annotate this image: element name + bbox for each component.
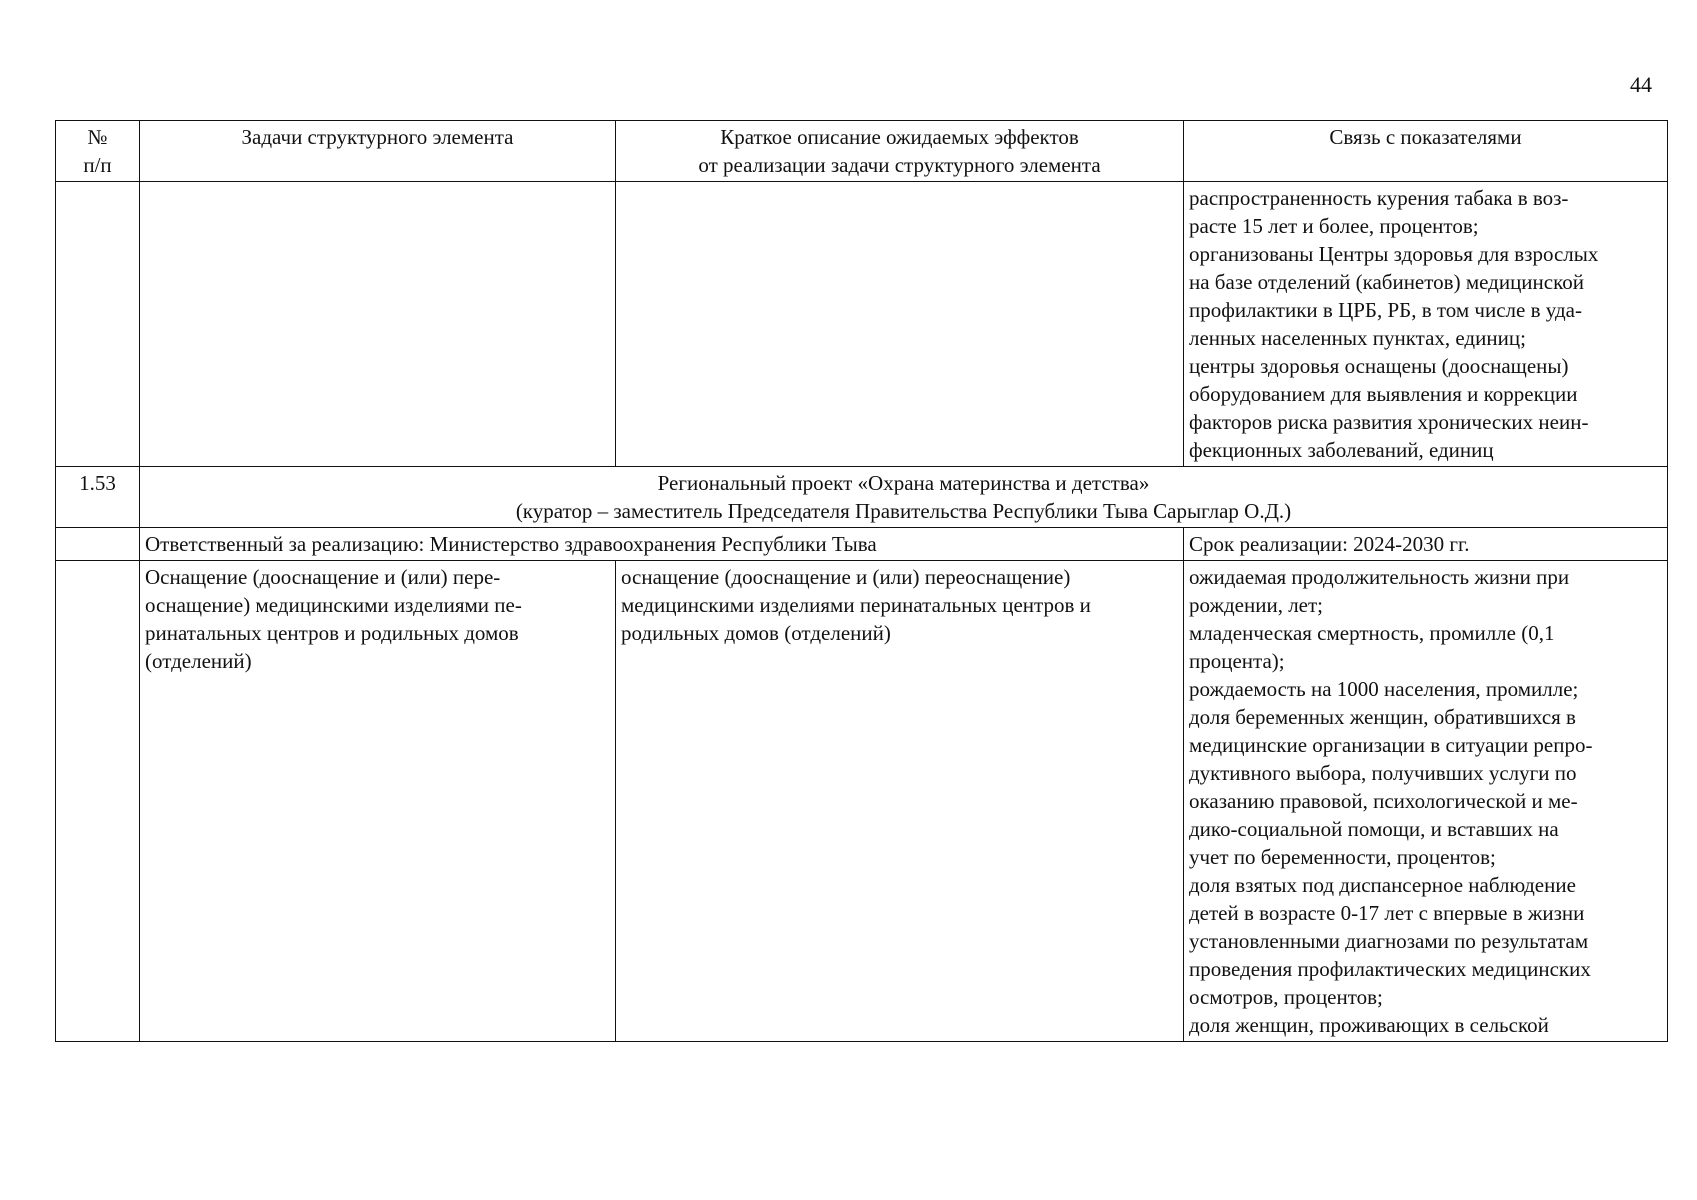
- table-row-continuation: [56, 182, 1668, 467]
- indicator-line: доля женщин, проживающих в сельской: [1189, 1013, 1549, 1037]
- task-line: Оснащение (дооснащение и (или) пере-: [145, 565, 501, 589]
- table-header-row: [56, 121, 1668, 182]
- indicator-line: рождении, лет;: [1189, 593, 1324, 617]
- effect-line: родильных домов (отделений): [621, 621, 891, 645]
- cell-project-number: 1.53: [56, 467, 140, 528]
- cell-task-number: [56, 561, 140, 1042]
- indicator-line: на базе отделений (кабинетов) медицинской: [1189, 270, 1584, 294]
- indicator-line: расте 15 лет и более, процентов;: [1189, 214, 1479, 238]
- task-line: ринатальных центров и родильных домов: [145, 621, 519, 645]
- indicator-line: распространенность курения табака в воз-: [1189, 186, 1569, 210]
- table-row-task: [56, 561, 1668, 1042]
- header-effects-line: Краткое описание ожидаемых эффектов: [720, 125, 1079, 149]
- header-number-line: п/п: [83, 153, 112, 177]
- indicator-line: центры здоровья оснащены (дооснащены): [1189, 354, 1569, 378]
- effect-line: оснащение (дооснащение и (или) переоснащение): [621, 565, 1071, 589]
- indicator-line: процента);: [1189, 649, 1285, 673]
- cell-effect: [616, 561, 1184, 1042]
- page-number: 44: [1630, 72, 1652, 97]
- header-tasks: Задачи структурного элемента: [140, 121, 616, 182]
- indicator-line: детей в возрасте 0-17 лет с впервые в жизни: [1189, 901, 1585, 925]
- header-effects: [616, 121, 1184, 182]
- cell-project-title: [140, 467, 1668, 528]
- table-row-project: [56, 467, 1668, 528]
- project-curator: (куратор – заместитель Председателя Правительства Республики Тыва Сарыглар О.Д.): [515, 499, 1292, 523]
- task-line: (отделений): [145, 649, 252, 673]
- indicator-line: медицинские организации в ситуации репро-: [1189, 733, 1593, 757]
- indicator-line: дико-социальной помощи, и вставших на: [1189, 817, 1559, 841]
- indicator-line: учет по беременности, процентов;: [1189, 845, 1496, 869]
- indicator-line: младенческая смертность, промилле (0,1: [1189, 621, 1555, 645]
- indicator-line: дуктивного выбора, получивших услуги по: [1189, 761, 1577, 785]
- cell-empty-task: [140, 182, 616, 467]
- indicator-line: осмотров, процентов;: [1189, 985, 1383, 1009]
- indicator-line: доля взятых под диспансерное наблюдение: [1189, 873, 1576, 897]
- header-effects-line: от реализации задачи структурного элемента: [698, 153, 1101, 177]
- indicator-line: оборудованием для выявления и коррекции: [1189, 382, 1578, 406]
- header-indicators: Связь с показателями: [1184, 121, 1668, 182]
- cell-term: Срок реализации: 2024-2030 гг.: [1184, 528, 1668, 561]
- table-row-responsible: [56, 528, 1668, 561]
- header-number-line: №: [87, 125, 108, 149]
- cell-empty-effect: [616, 182, 1184, 467]
- cell-task-indicators: [1184, 561, 1668, 1042]
- indicator-line: оказанию правовой, психологической и ме-: [1189, 789, 1578, 813]
- cell-indicators-continuation: [1184, 182, 1668, 467]
- indicator-line: рождаемость на 1000 населения, промилле;: [1189, 677, 1579, 701]
- program-table: [55, 120, 1668, 1042]
- indicator-line: установленными диагнозами по результатам: [1189, 929, 1589, 953]
- cell-empty-number: [56, 182, 140, 467]
- project-title: Региональный проект «Охрана материнства и детства»: [657, 471, 1150, 495]
- cell-task: [140, 561, 616, 1042]
- indicator-line: доля беременных женщин, обратившихся в: [1189, 705, 1576, 729]
- cell-responsible-empty: [56, 528, 140, 561]
- indicator-line: фекционных заболеваний, единиц: [1189, 438, 1494, 462]
- task-line: оснащение) медицинскими изделиями пе-: [145, 593, 522, 617]
- indicator-line: проведения профилактических медицинских: [1189, 957, 1591, 981]
- indicator-line: факторов риска развития хронических неин-: [1189, 410, 1589, 434]
- indicator-line: профилактики в ЦРБ, РБ, в том числе в уда-: [1189, 298, 1582, 322]
- indicator-line: организованы Центры здоровья для взрослых: [1189, 242, 1599, 266]
- header-number: [56, 121, 140, 182]
- indicator-line: ожидаемая продолжительность жизни при: [1189, 565, 1570, 589]
- effect-line: медицинскими изделиями перинатальных центров и: [621, 593, 1091, 617]
- cell-responsible: Ответственный за реализацию: Министерство здравоохранения Республики Тыва: [140, 528, 1184, 561]
- indicator-line: ленных населенных пунктах, единиц;: [1189, 326, 1526, 350]
